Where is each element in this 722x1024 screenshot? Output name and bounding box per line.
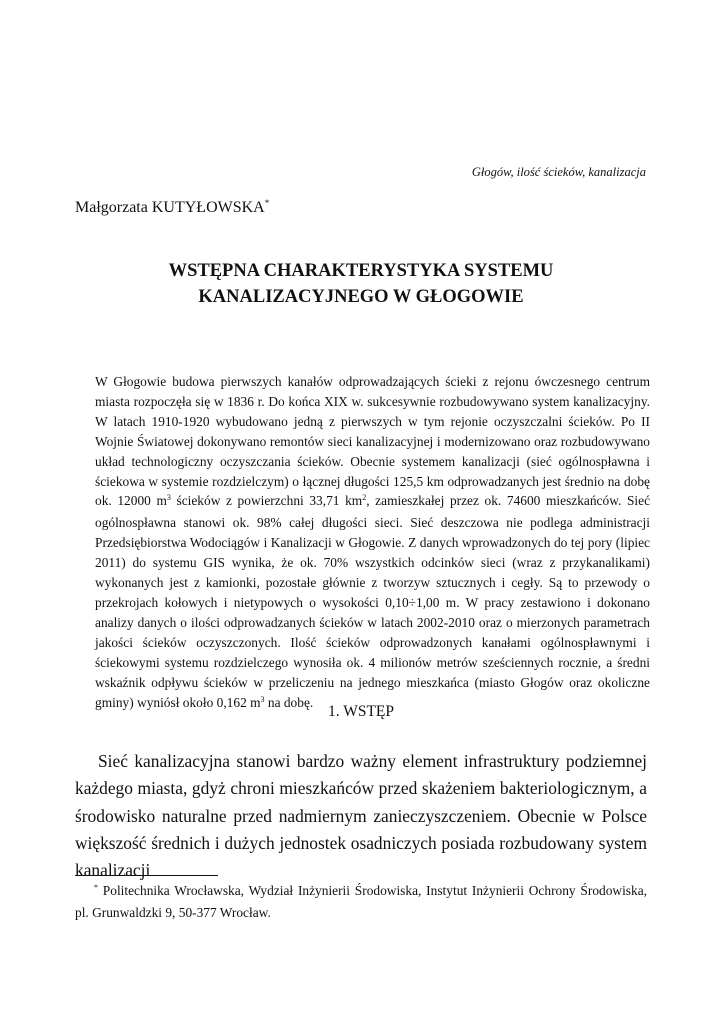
footnote [75,881,647,923]
keywords: Głogów, ilość ścieków, kanalizacja [471,165,646,179]
footnote-mark: * [94,883,98,892]
abstract-paragraph [95,372,650,714]
footnote-text: Politechnika Wrocławska, Wydział Inżynierii Środowiska, Instytut Inżynierii Ochrony Środowiska, pl. Grunwaldzki 9, 50-377 Wrocław. [75,883,647,920]
abstract-text-1: W Głogowie budowa pierwszych kanałów odprowadzających ścieki z rejonu ówczesnego centrum miasta rozpoczęła się w 1836 r. Do końca XIX w. sukcesywnie rozbudowywano system kanalizacyjny. W latach 1910-1920 wybudowano jedną z pierwszych w tym rejonie oczyszczalni ścieków. Po II Wojnie Światowej dokonywano remontów sieci kanalizacyjnej i modernizowano oraz rozbudowywano układ technologiczny oczyszczania ścieków. Obecnie systemem kanalizacji (sieć ogólnospławna i ściekowa w systemie rozdzielczym) o łącznej długości 125,5 km odprowadzanych jest średnio na dobę ok. 12000 m [95,374,650,509]
abstract-text-2: ścieków z powierzchni 33,71 km [170,493,363,509]
title-line-2: KANALIZACYJNEGO W GŁOGOWIE [198,287,524,307]
abstract-sup-1: 3 [166,493,171,503]
title-line-1: WSTĘPNA CHARAKTERYSTYKA SYSTEMU [168,261,554,281]
body-text [75,748,647,884]
abstract-text-4: na dobę. [264,694,314,710]
section-heading: 1. WSTĘP [327,703,395,720]
footnote-paragraph [75,881,647,923]
body-paragraph: Sieć kanalizacyjna stanowi bardzo ważny element infrastruktury podziemnej każdego miasta, gdyż chroni mieszkańców przed skażeniem bakteriologicznym, a środowisko naturalne przed nadmiernym zanieczyszczeniem. Obecnie w Polsce większość średnich i dużych jednostek osadniczych posiada rozbudowany system kanalizacji [75,751,647,881]
abstract-text-3: , zamieszkałej przez ok. 74600 mieszkańców. Sieć ogólnospławna stanowi ok. 98% całej długości sieci. Sieć deszczowa nie podlega administracji Przedsiębiorstwa Wodociągów i Kanalizacji w Głogowie. Z danych wprowadzonych do tej pory (lipiec 2011) do systemu GIS wynika, że ok. 70% wszystkich odcinków sieci (wraz z przykanalikami) wykonanych jest z kamionki, pozostałe głównie z tworzyw sztucznych i cegły. Są to przewody o przekrojach kołowych i nietypowych o wysokości 0,10÷1,00 m. W pracy zestawiono i dokonano analizy danych o ilości odprowadzanych ścieków w latach 2002-2010 oraz o mierzonych parametrach jakości ścieków oczyszczonych. Ilość ścieków odprowadzonych kanałami ogólnospławnymi i ściekowymi systemu rozdzielczego wynosiła ok. 4 milionów metrów sześciennych rocznie, a średni wskaźnik odpływu ścieków w przeliczeniu na jednego mieszkańca (miasto Głogów oraz okoliczne gminy) wyniósł około 0,162 m [95,493,651,710]
abstract [95,372,650,714]
author [75,199,269,217]
footnote-divider [75,875,218,876]
author-name: Małgorzata KUTYŁOWSKA [75,199,265,216]
abstract-sup-2: 2 [362,493,367,503]
author-footnote-mark: * [264,198,270,208]
paper-title [60,258,662,310]
abstract-sup-3: 3 [260,694,265,704]
